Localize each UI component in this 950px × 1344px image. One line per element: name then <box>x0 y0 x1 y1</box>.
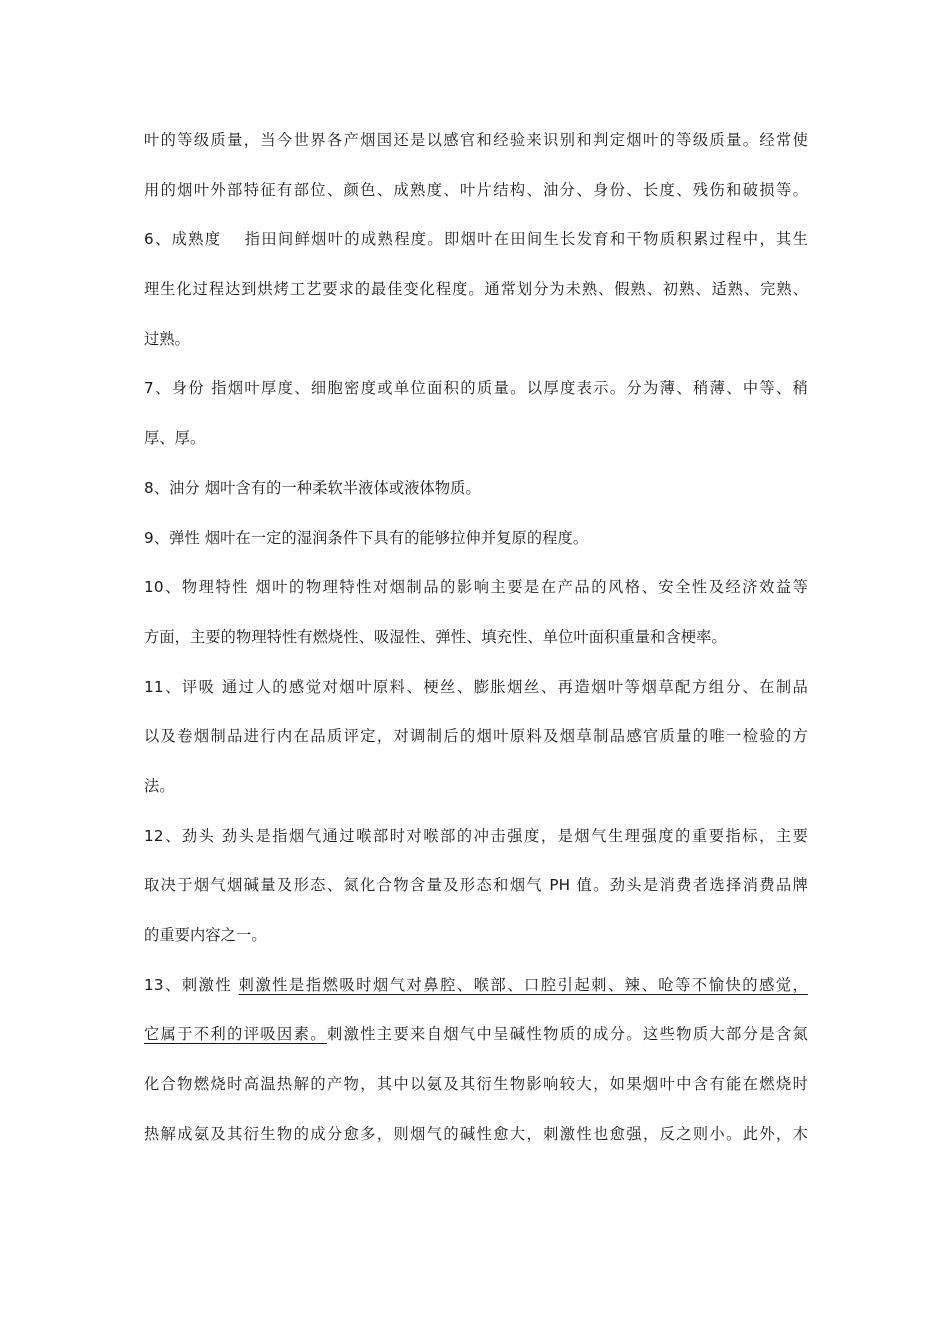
text-line <box>144 323 808 373</box>
line-text: 烟叶的物理特性对烟制品的影响主要是在产品的风格、安全性及经济效益等 <box>255 578 808 597</box>
line-text: 刺激性主要来自烟气中呈碱性物质的成分。这些物质大部分是含氮 <box>326 1025 808 1044</box>
line-text: 叶的等级质量，当今世界各产烟国还是以感官和经验来识别和判定烟叶的等级质量。经常使 <box>144 131 808 149</box>
text-line <box>144 1068 808 1118</box>
text-line <box>144 522 808 572</box>
text-line <box>144 422 808 472</box>
line-text: 方面，主要的物理特性有燃烧性、吸湿性、弹性、填充性、单位叶面积重量和含梗率。 <box>144 627 727 646</box>
line-text: 以及卷烟制品进行内在品质评定，对调制后的烟叶原料及烟草制品感官质量的唯一检验的方 <box>144 727 808 746</box>
line-text: 化合物燃烧时高温热解的产物，其中以氨及其衍生物影响较大，如果烟叶中含有能在燃烧时 <box>144 1075 808 1094</box>
term-label: 12、劲头 <box>144 826 216 845</box>
line-text: 用的烟叶外部特征有部位、颜色、成熟度、叶片结构、油分、身份、长度、残伤和破损等。 <box>144 180 808 199</box>
line-text: 指田间鲜烟叶的成熟程度。即烟叶在田间生长发育和干物质积累过程中，其生 <box>243 230 808 249</box>
line-text: 烟叶在一定的湿润条件下具有的能够拉伸并复原的程度。 <box>204 528 589 547</box>
text-line <box>144 869 808 919</box>
term-label: 6、成熟度 <box>144 230 222 249</box>
text-line <box>144 124 808 174</box>
text-line <box>144 919 808 969</box>
text-line <box>144 273 808 323</box>
text-line <box>144 472 808 522</box>
line-text: 法。 <box>144 776 175 795</box>
line-text: 理生化过程达到烘烤工艺要求的最佳变化程度。通常划分为未熟、假熟、初熟、适熟、完熟、 <box>144 280 808 299</box>
line-text: 取决于烟气烟碱量及形态、氮化合物含量及形态和烟气 PH 值。劲头是消费者选择消费品牌 <box>144 876 808 895</box>
document-body <box>144 124 808 1167</box>
term-label: 10、物理特性 <box>144 578 250 597</box>
term-label: 13、刺激性 <box>144 975 233 994</box>
term-label: 11、评吸 <box>144 677 216 696</box>
line-text: 过熟。 <box>144 329 191 348</box>
line-text: 烟叶含有的一种柔软半液体或液体物质。 <box>204 478 481 497</box>
underlined-text: 它属于不利的评吸因素。 <box>144 1025 327 1044</box>
line-text: 劲头是指烟气通过喉部时对喉部的冲击强度，是烟气生理强度的重要指标，主要 <box>221 826 809 845</box>
line-text: 热解成氨及其衍生物的成分愈多，则烟气的碱性愈大，刺激性也愈强，反之则小。此外，木 <box>144 1124 808 1143</box>
term-label: 9、弹性 <box>144 528 200 547</box>
text-line <box>144 372 808 422</box>
text-line <box>144 720 808 770</box>
underlined-text: 刺激性是指燃吸时烟气对鼻腔、喉部、口腔引起刺、辣、呛等不愉快的感觉， <box>238 975 808 994</box>
text-line <box>144 571 808 621</box>
text-line <box>144 223 808 273</box>
text-line <box>144 820 808 870</box>
text-line <box>144 671 808 721</box>
term-label: 7、身份 <box>144 379 205 398</box>
line-text: 的重要内容之一。 <box>144 926 267 944</box>
text-line <box>144 621 808 671</box>
text-line <box>144 174 808 224</box>
line-text: 指烟叶厚度、细胞密度或单位面积的质量。以厚度表示。分为薄、稍薄、中等、稍 <box>211 379 809 398</box>
text-line <box>144 1118 808 1168</box>
text-line <box>144 770 808 820</box>
line-text: 通过人的感觉对烟叶原料、梗丝、膨胀烟丝、再造烟叶等烟草配方组分、在制品 <box>221 677 809 696</box>
text-line <box>144 969 808 1019</box>
text-line <box>144 1018 808 1068</box>
line-text: 厚、厚。 <box>144 429 206 448</box>
term-label: 8、油分 <box>144 478 200 497</box>
